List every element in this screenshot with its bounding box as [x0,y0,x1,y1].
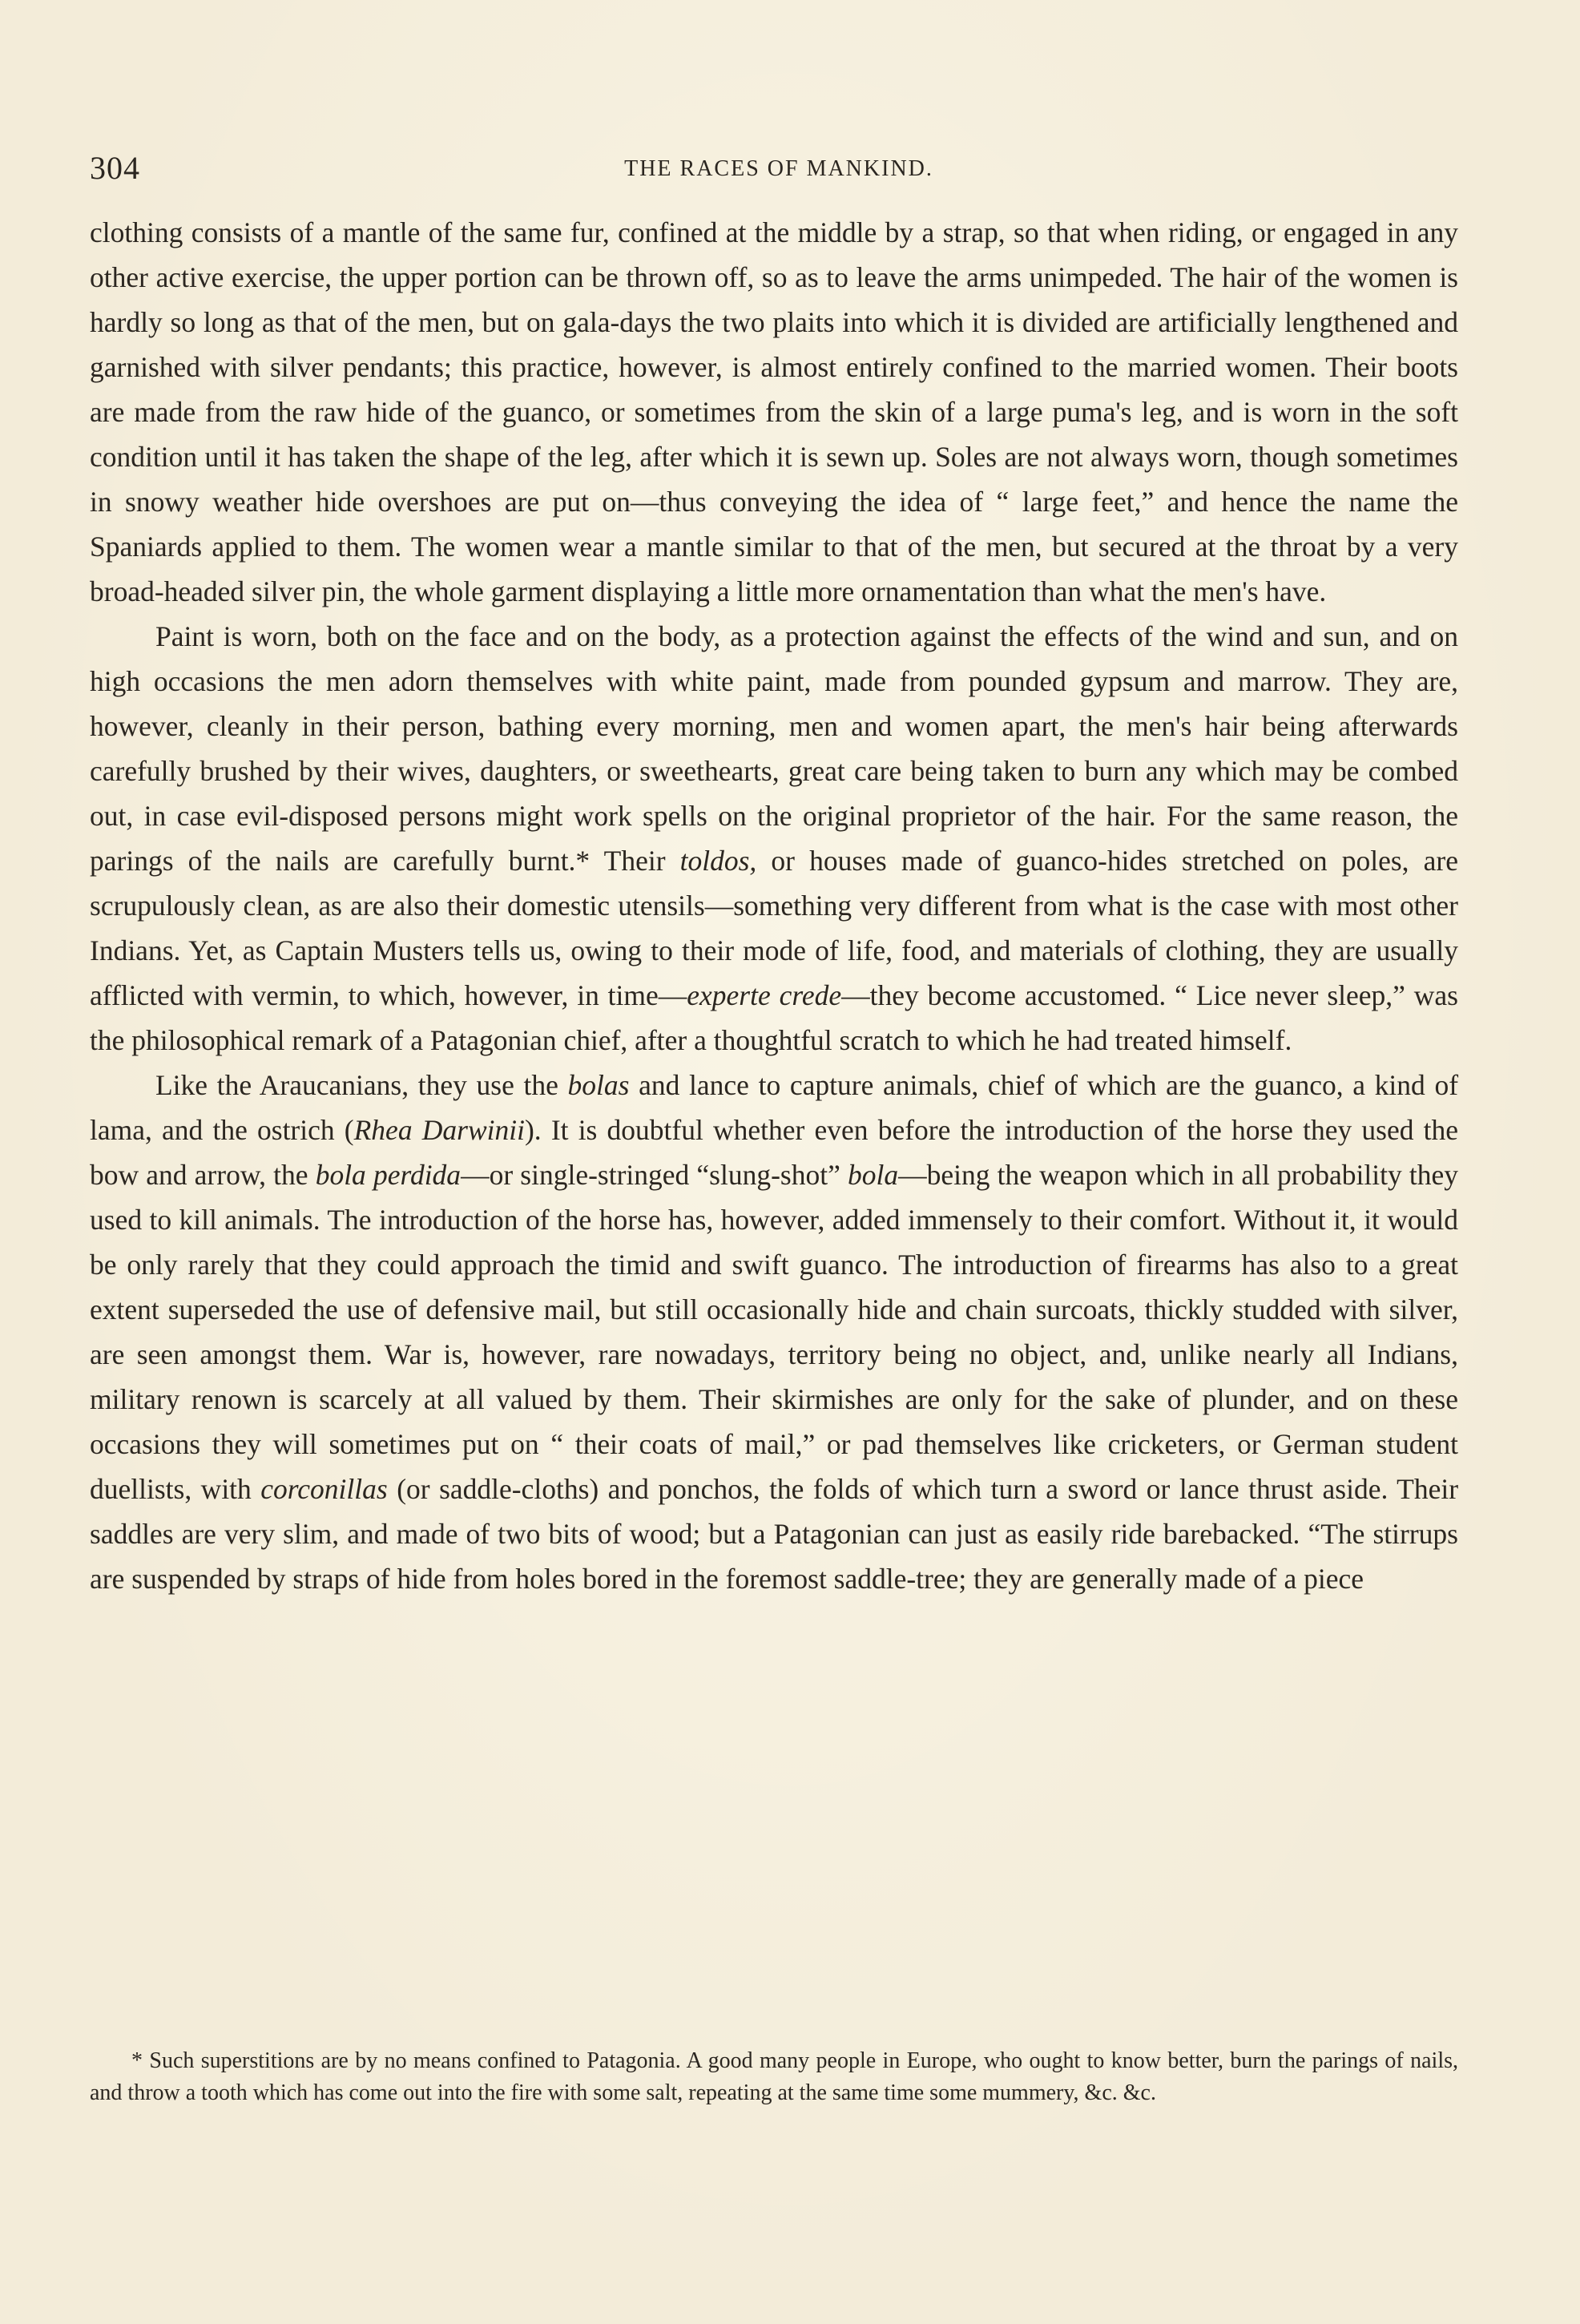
page-number: 304 [90,150,140,186]
paragraph-2-text-a: Paint is worn, both on the face and on the body, as a protection against the effects of the wind and sun, and on high occasions the men adorn themselves with white paint, made from pounded gypsum and marrow. They are, however, cleanly in their person, bathing every morning, men and women apart, the men's hair being afterwards carefully brushed by their wives, daughters, or sweethearts, great care being taken to burn any which may be combed out, in case evil-disposed persons might work spells on the original proprietor of the hair. For the same reason, the parings of the nails are carefully burnt.* Their [90,620,1458,877]
term-bolas: bolas [567,1069,630,1101]
paragraph-1 [90,210,1458,614]
running-head [90,144,1468,192]
paragraph-1-text: clothing consists of a mantle of the same fur, confined at the middle by a strap, so that when riding, or engaged in any other active exercise, the upper portion can be thrown off, so as to leave the arms unimpeded. The hair of the women is hardly so long as that of the men, but on gala-days the two plaits into which it is divided are artificially lengthened and garnished with silver pendants; this practice, however, is almost entirely confined to the married women. Their boots are made from the raw hide of the guanco, or sometimes from the skin of a large puma's leg, and is worn in the soft condition until it has taken the shape of the leg, after which it is sewn up. Soles are not always worn, though sometimes in snowy weather hide overshoes are put on—thus conveying the idea of “ large feet,” and hence the name the Spaniards applied to them. The women wear a mantle similar to that of the men, but secured at the throat by a very broad-headed silver pin, the whole garment displaying a little more ornamentation than what the men's have. [90,216,1458,607]
paragraph-3-text-a: Like the Araucanians, they use the [155,1069,558,1101]
paragraph-2 [90,614,1458,1063]
paragraph-2-text-c: —they become accustomed. “ Lice never sleep,” was the philosophical remark of a Patagonian chief, after a thoughtful scratch to which he had treated himself. [90,979,1458,1056]
paragraph-3-text-f: (or saddle-cloths) and ponchos, the folds of which turn a sword or lance thrust aside. Their saddles are very slim, and made of two bits of wood; but a Patagonian can just as easily ride barebacked. “The stirrups are suspended by straps of hide from holes bored in the foremost saddle-tree; they are generally made of a piece [90,1473,1459,1595]
term-experte-crede: experte crede [687,979,842,1011]
body-text [90,210,1458,1601]
running-title: THE RACES OF MANKIND. [624,156,933,181]
paragraph-3-text-e: —being the weapon which in all probability they used to kill animals. The introduction of the horse has, however, added immensely to their comfort. Without it, it would be only rarely that they could approach the timid and swift guanco. The introduction of firearms has also to a great extent superseded the use of defensive mail, but still occasionally hide and chain surcoats, thickly studded with silver, are seen amongst them. War is, however, rare nowadays, territory being no object, and, unlike nearly all Indians, military renown is scarcely at all valued by them. Their skirmishes are only for the sake of plunder, and on these occasions they will sometimes put on “ their coats of mail,” or pad themselves like cricketers, or German student duellists, with [90,1159,1458,1505]
paragraph-3 [90,1063,1458,1601]
paragraph-3-text-d: —or single-stringed “slung-shot” [461,1159,840,1191]
paragraph-2-text-b: or houses made of guanco-hides stretched on poles, are scrupulously clean, as are also their domestic utensils—something very different from what is the case with most other Indians. Yet, as Captain Musters tells us, owing to their mode of life, food, and materials of clothing, they are usually afflicted with vermin, to which, however, in time— [90,845,1458,1011]
term-toldos: toldos, [679,845,757,877]
footnote-text: * Such superstitions are by no means confined to Patagonia. A good many people in Europe, who ought to know better, burn the parings of nails, and throw a tooth which has come out into the fire with some salt, repeating at the same time some mummery, &c. &c. [90,2048,1458,2105]
paragraph-3-text-b: and lance to capture animals, chief of which are the guanco, a kind of lama, and the ostrich ( [90,1069,1459,1146]
term-rhea-darwinii: Rhea Darwinii [353,1114,525,1146]
term-bola-perdida: bola perdida [315,1159,462,1191]
term-bola: bola [848,1159,899,1191]
footnote [90,2045,1458,2109]
paragraph-3-text-c: ). It is doubtful whether even before the introduction of the horse they used the bow and arrow, the [90,1114,1458,1191]
term-corconillas: corconillas [260,1473,388,1505]
